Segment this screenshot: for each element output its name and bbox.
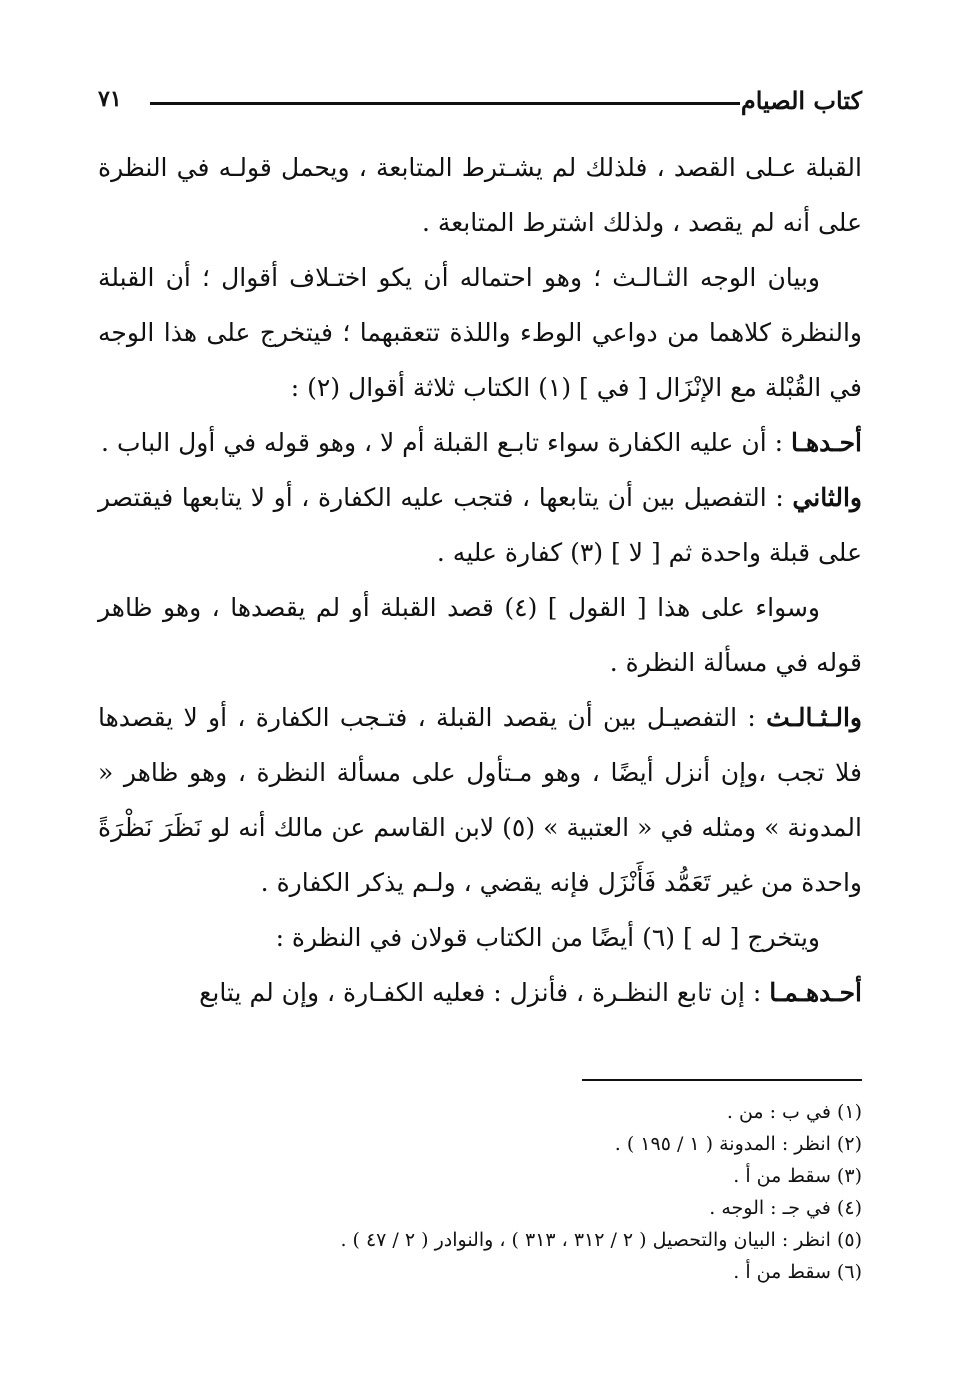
footnote: (٣) سقط من أ .: [733, 1165, 862, 1187]
paragraph: [98, 140, 862, 250]
header-rule: [150, 102, 740, 105]
paragraph-lead: أحـدهـا: [791, 428, 862, 457]
paragraph-text: ويتخرج [ له ] (٦) أيضًا من الكتاب قولان في النظرة :: [275, 923, 820, 952]
chapter-title: كتاب الصيام: [740, 86, 862, 115]
footnote: (٥) انظر : البيان والتحصيل ( ٢ / ٣١٢ ، ٣١٣ ) ، والنوادر ( ٢ / ٤٧ ) .: [340, 1229, 862, 1251]
page-header: [98, 86, 862, 122]
footnote-divider: [582, 1079, 862, 1081]
footnote: (٢) انظر : المدونة ( ١ / ١٩٥ ) .: [614, 1133, 862, 1155]
paragraph: [98, 470, 862, 580]
paragraph-text: وسواء على هذا [ القول ] (٤) قصد القبلة أو لم يقصدها ، وهو ظاهر قوله في مسألة النظرة .: [98, 593, 862, 677]
paragraph: [98, 965, 862, 1020]
paragraph-lead: والثاني: [792, 483, 862, 512]
paragraph-text: : التفصيل بين أن يتابعها ، فتجب عليه الكفارة ، أو لا يتابعها فيقتصر على قبلة واحدة ثم [ لا ] (٣) كفارة عليه .: [98, 483, 862, 567]
paragraph-lead: أحـدهـمـا: [769, 978, 862, 1007]
paragraph: [98, 690, 862, 910]
footnote: (٤) في جـ : الوجه .: [709, 1197, 862, 1219]
paragraph: [98, 415, 862, 470]
paragraph-text: : التفصيـل بين أن يقصد القبلة ، فتـجب الكفارة ، أو لا يقصدها فلا تجب ،وإن أنزل أيضًا ، وهو مـتأول على مسألة النظرة ، وهو ظاهر « المدونة » ومثله في « العتبية » (٥) لابن القاسم عن مالك أنه لو نَظَرَ نَظْرَةً واحدة من غير تَعَمُّد فَأَنْزَل فإنه يقضي ، ولـم يذكر الكفارة .: [98, 703, 862, 897]
page-number: ٧١: [98, 86, 122, 112]
paragraph-text: القبلة عـلى القصد ، فلذلك لم يشـترط المتابعة ، ويحمل قولـه في النظرة على أنه لم يقصد ، ولذلك اشترط المتابعة .: [98, 153, 862, 237]
paragraph-lead: والـثـالـث: [766, 703, 862, 732]
paragraph-text: وبيان الوجه الثـالـث ؛ وهو احتماله أن يكو اختـلاف أقوال ؛ أن القبلة والنظرة كلاهما من دواعي الوطء واللذة تتعقبهما ؛ فيتخرج على هذا الوجه في القُبْلة مع الإنْزَال [ في ] (١) الكتاب ثلاثة أقوال (٢) :: [98, 263, 862, 402]
paragraph-text: : أن عليه الكفارة سواء تابـع القبلة أم لا ، وهو قوله في أول الباب .: [101, 428, 792, 457]
paragraph: [98, 250, 862, 415]
paragraph: [98, 910, 862, 965]
footnote: (١) في ب : من .: [726, 1101, 862, 1123]
paragraph-text: : إن تابع النظـرة ، فأنزل : فعليه الكفـارة ، وإن لم يتابع: [199, 978, 770, 1007]
main-text: [98, 140, 862, 1020]
footnotes: [98, 1096, 862, 1288]
footnote: (٦) سقط من أ .: [733, 1261, 862, 1283]
paragraph: [98, 580, 862, 690]
